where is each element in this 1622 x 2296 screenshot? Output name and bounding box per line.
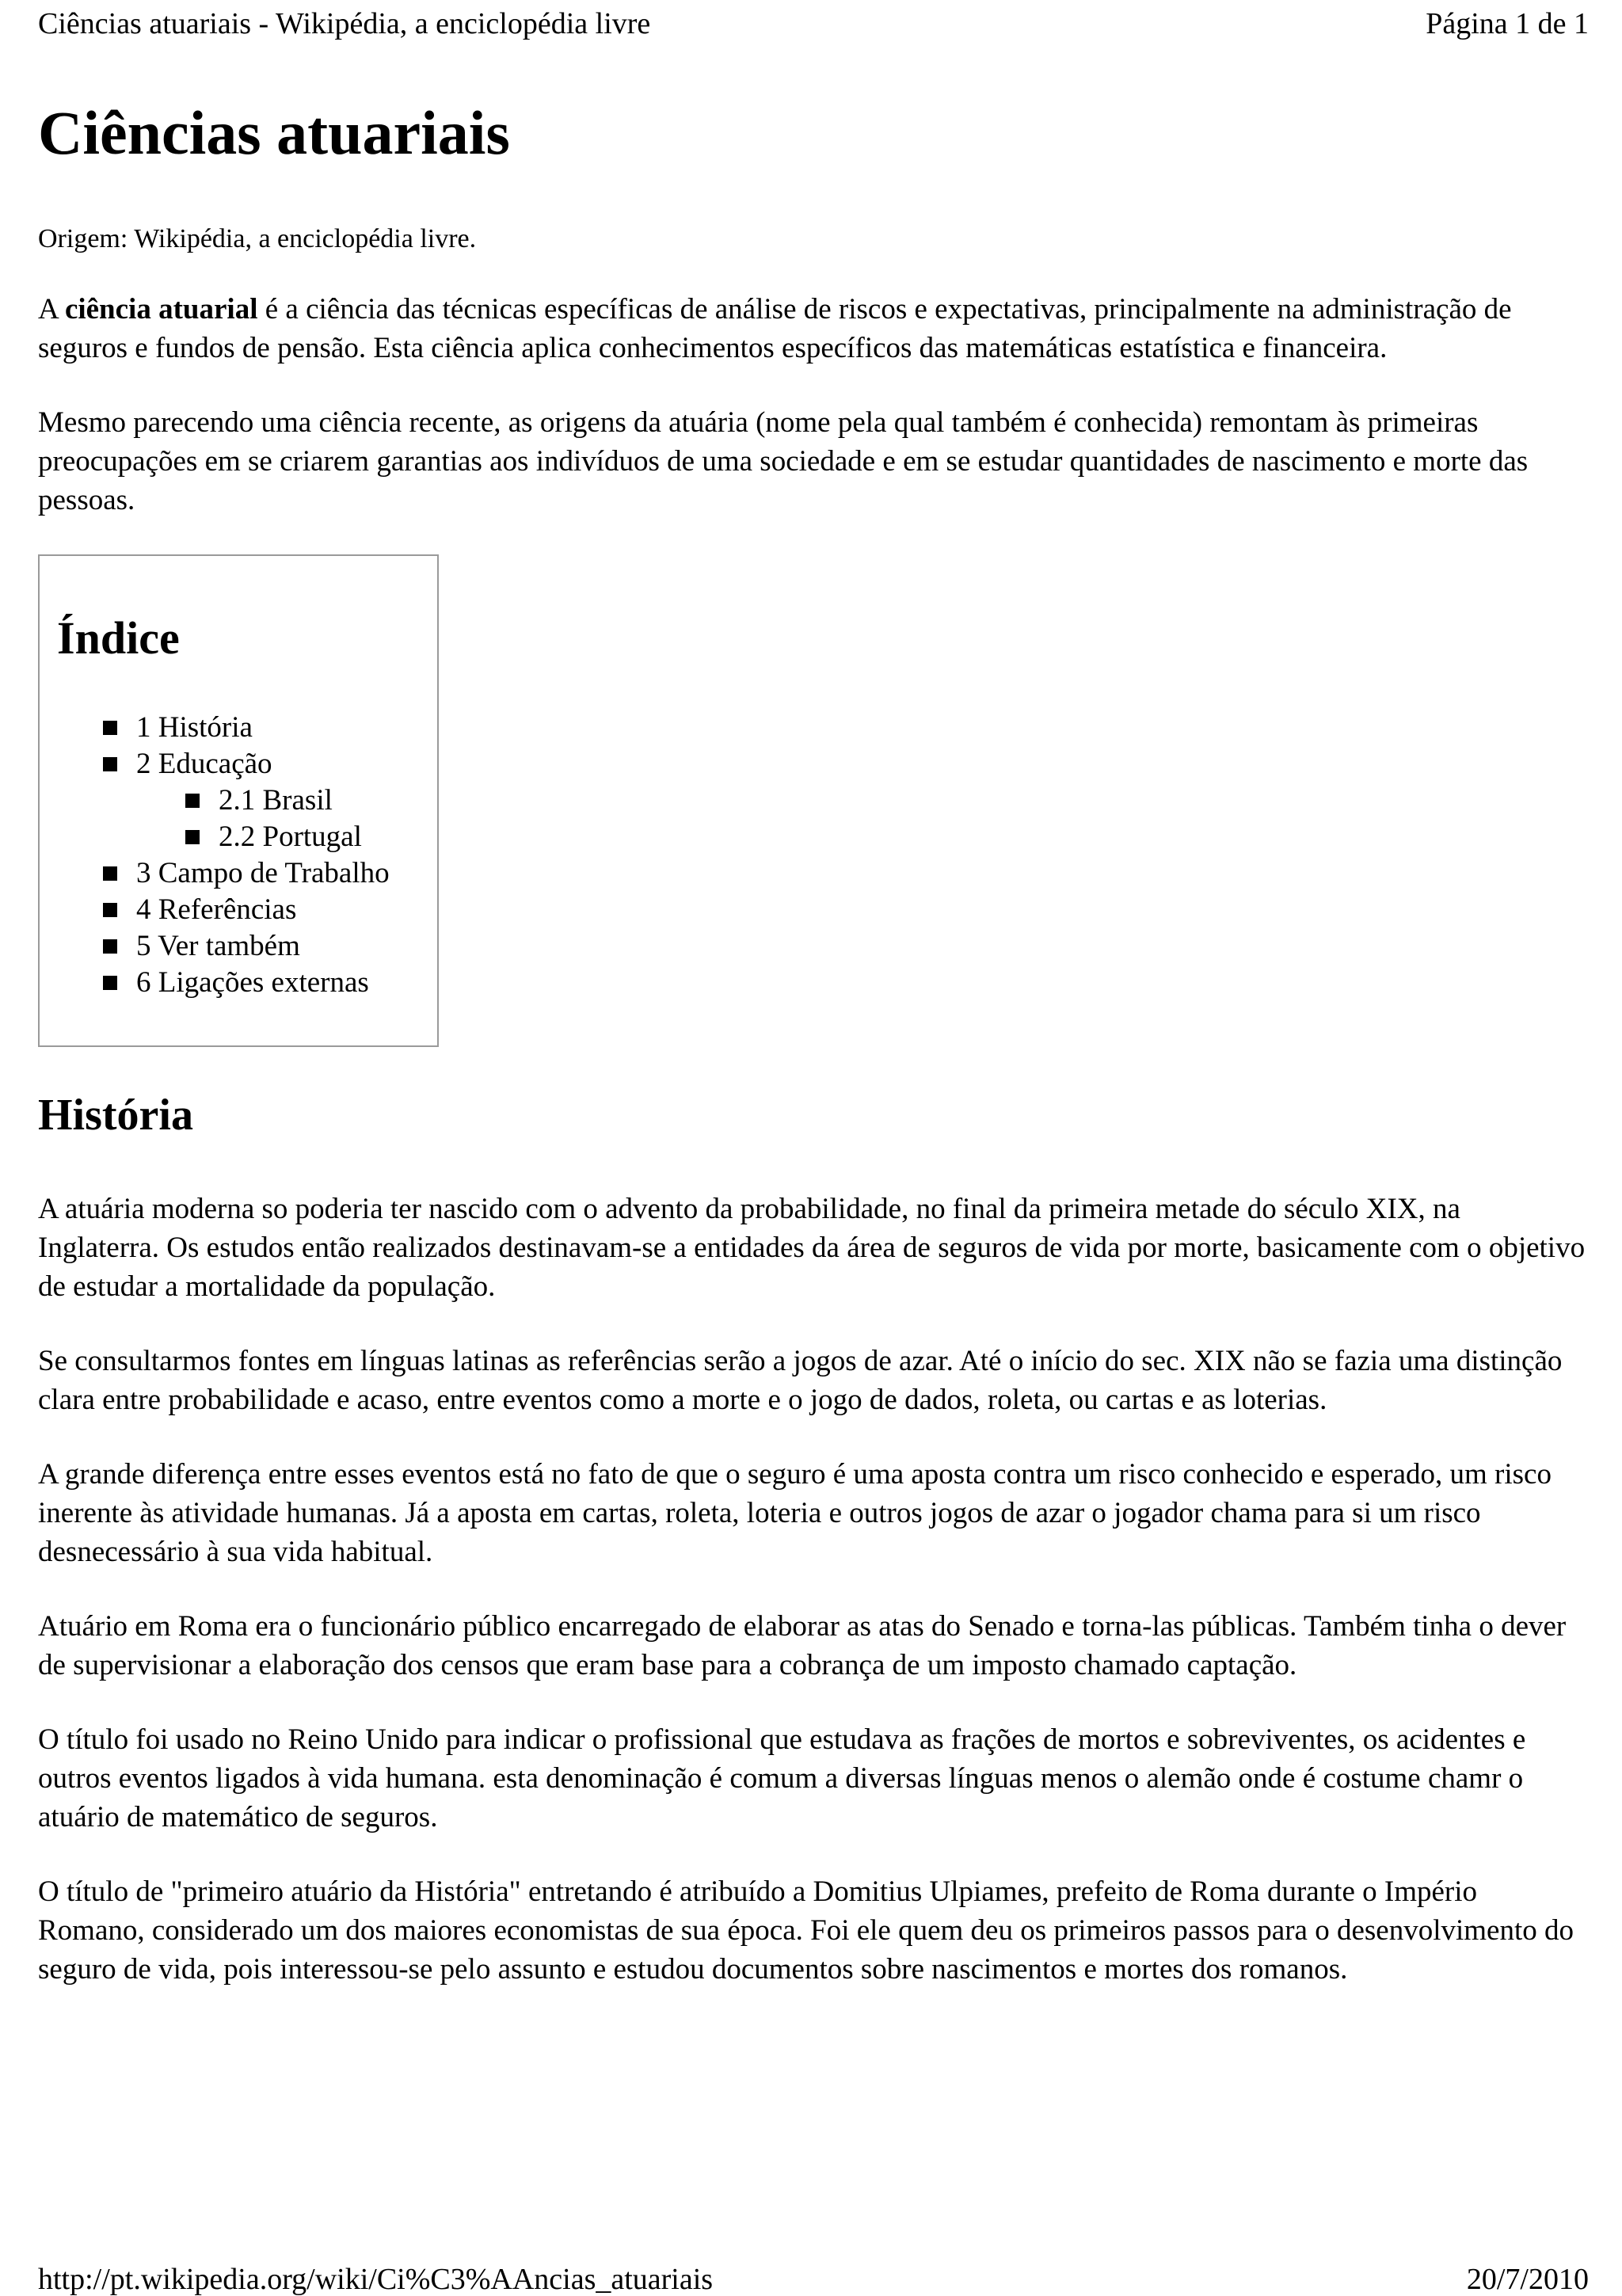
origin-note: Origem: Wikipédia, a enciclopédia livre. <box>38 224 477 253</box>
toc-item-historia[interactable] <box>103 710 390 746</box>
toc-item-educacao[interactable] <box>103 746 390 782</box>
toc-title: Índice <box>57 612 180 664</box>
toc-item-label[interactable]: 6 Ligações externas <box>136 966 369 999</box>
section-heading-historia: História <box>38 1091 193 1140</box>
article-content <box>38 95 1589 1989</box>
intro-post: é a ciência das técnicas específicas de análise de riscos e expectativas, principalmente na administração de seguros e fundos de pensão. Esta ciência aplica conhecimentos específicos das matemáticas estatística e financeira. <box>38 293 1512 364</box>
intro-pre: A <box>38 293 65 326</box>
footer-date: 20/7/2010 <box>1466 2263 1589 2296</box>
header-page-title: Ciências atuariais - Wikipédia, a enciclopédia livre <box>38 7 651 40</box>
historia-paragraph: A atuária moderna so poderia ter nascido com o advento da probabilidade, no final da primeira metade do século XIX, na Inglaterra. Os estudos então realizados destinavam-se a entidades da área de seguros de vida por morte, basicamente com o objetivo de estudar a mortalidade da população. <box>38 1193 1586 1303</box>
footer-url: http://pt.wikipedia.org/wiki/Ci%C3%AAncias_atuariais <box>38 2263 714 2296</box>
toc-item-campo-de-trabalho[interactable] <box>103 855 390 892</box>
bullet-icon <box>185 794 200 808</box>
toc-item-portugal[interactable] <box>103 819 390 855</box>
toc-item-ver-tambem[interactable] <box>103 928 390 965</box>
print-footer <box>38 2264 1589 2295</box>
toc-list <box>103 710 390 1001</box>
historia-paragraph: A grande diferença entre esses eventos está no fato de que o seguro é uma aposta contra um risco conhecido e esperado, um risco inerente às atividade humanas. Já a aposta em cartas, roleta, loteria e outros jogos de azar o jogador chama para si um risco desnecessário à sua vida habitual. <box>38 1458 1552 1568</box>
toc-item-label[interactable]: 2.1 Brasil <box>219 784 333 817</box>
bullet-icon <box>185 830 200 844</box>
historia-paragraph: O título de "primeiro atuário da História" entretando é atribuído a Domitius Ulpiames, prefeito de Roma durante o Império Romano, considerado um dos maiores economistas de sua época. Foi ele quem deu os primeiros passos para o desenvolvimento do seguro de vida, pois interessou-se pelo assunto e estudou documentos sobre nascimentos e mortes dos romanos. <box>38 1875 1574 1986</box>
print-header <box>38 0 1589 48</box>
toc-item-label[interactable]: 2.2 Portugal <box>219 821 362 853</box>
toc-item-label[interactable]: 2 Educação <box>136 748 272 780</box>
intro-paragraph-2: Mesmo parecendo uma ciência recente, as origens da atuária (nome pela qual também é conhecida) remontam às primeiras preocupações em se criarem garantias aos indivíduos de uma sociedade e em se estudar quantidades de nascimento e morte das pessoas. <box>38 406 1529 516</box>
header-page-number: Página 1 de 1 <box>1426 7 1589 40</box>
bullet-icon <box>103 976 117 990</box>
bullet-icon <box>103 866 117 881</box>
bullet-icon <box>103 939 117 954</box>
intro-bold-term: ciência atuarial <box>64 293 258 326</box>
historia-paragraph: O título foi usado no Reino Unido para indicar o profissional que estudava as frações de mortos e sobreviventes, os acidentes e outros eventos ligados à vida humana. esta denominação é comum a diversas línguas menos o alemão onde é costume chamr o atuário de matemático de seguros. <box>38 1723 1526 1833</box>
toc-item-label[interactable]: 1 História <box>136 711 253 744</box>
toc-item-brasil[interactable] <box>103 782 390 819</box>
table-of-contents <box>38 554 439 1047</box>
intro-paragraph-1 <box>38 290 1589 367</box>
toc-item-label[interactable]: 5 Ver também <box>136 930 300 962</box>
bullet-icon <box>103 757 117 771</box>
page-title: Ciências atuariais <box>38 98 510 167</box>
toc-item-label[interactable]: 4 Referências <box>136 893 297 926</box>
toc-item-ligacoes-externas[interactable] <box>103 965 390 1001</box>
historia-paragraph: Atuário em Roma era o funcionário público encarregado de elaborar as atas do Senado e torna-las públicas. Também tinha o dever de supervisionar a elaboração dos censos que eram base para a cobrança de um imposto chamado captação. <box>38 1610 1567 1681</box>
toc-item-referencias[interactable] <box>103 892 390 928</box>
historia-paragraph: Se consultarmos fontes em línguas latinas as referências serão a jogos de azar. Até o início do sec. XIX não se fazia uma distinção clara entre probabilidade e acaso, entre eventos como a morte e o jogo de dados, roleta, ou cartas e as loterias. <box>38 1345 1563 1416</box>
bullet-icon <box>103 721 117 735</box>
toc-item-label[interactable]: 3 Campo de Trabalho <box>136 857 390 889</box>
bullet-icon <box>103 903 117 917</box>
